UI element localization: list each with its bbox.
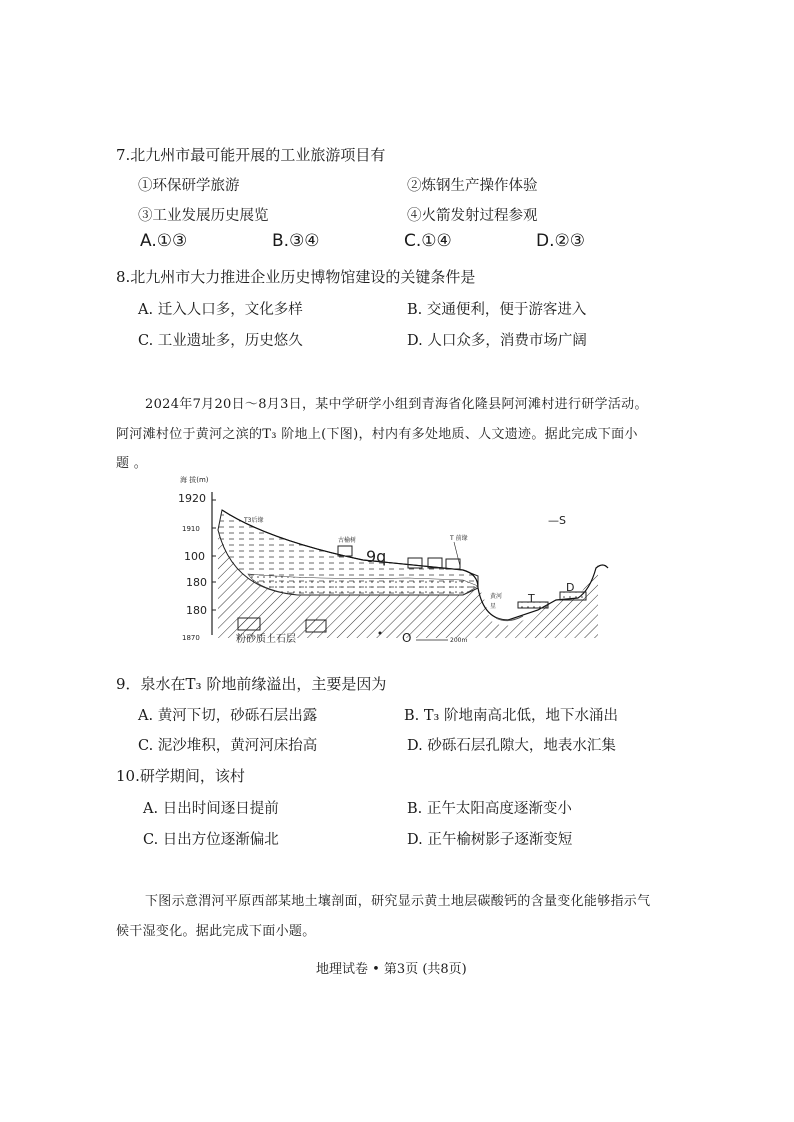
label-river: 黄河 [490, 593, 503, 600]
label-o: O [402, 631, 412, 645]
q9-stem: 9．泉水在T₃ 阶地前缘溢出，主要是因为 [116, 675, 387, 693]
q7-item-4: ④火箭发射过程参观 [407, 208, 538, 224]
q7-item-1: ①环保研学旅游 [138, 178, 240, 194]
q7-choice-a[interactable]: A.①③ [140, 231, 188, 251]
material1-line3: 题 。 [116, 456, 148, 471]
material1-line2: 阿河滩村位于黄河之滨的T₃ 阶地上(下图)，村内有多处地质、人文遗迹。据此完成下面小 [116, 427, 638, 442]
q9-choice-d[interactable]: D. 砂砾石层孔隙大，地表水汇集 [407, 738, 616, 754]
q8-choice-b[interactable]: B. 交通便利，便于游客进入 [407, 302, 587, 318]
legend-label: 粉砂质上石层 [236, 634, 296, 645]
terrace-profile-figure [178, 470, 618, 650]
q7-choice-d[interactable]: D.②③ [536, 231, 585, 251]
q7-item-3: ③工业发展历史展览 [138, 208, 269, 224]
q10-choice-b[interactable]: B. 正午太阳高度逐渐变小 [407, 801, 572, 817]
point-marker [379, 632, 382, 635]
q8-choice-c[interactable]: C. 工业遗址多，历史悠久 [138, 333, 303, 349]
q7-choice-b[interactable]: B.③④ [272, 231, 320, 251]
tick-1910: 1910 [182, 525, 200, 533]
q9-choice-c[interactable]: C. 泥沙堆积，黄河河床抬高 [138, 738, 318, 754]
q10-stem: 10.研学期间，该村 [116, 767, 245, 785]
label-t3-edge: T3后缘 [244, 517, 264, 524]
q10-choice-c[interactable]: C. 日出方位逐渐偏北 [143, 832, 279, 848]
tick-1870: 1870 [182, 634, 200, 642]
q7-item-2: ②炼钢生产操作体验 [407, 178, 538, 194]
q7-stem: 7.北九州市最可能开展的工业旅游项目有 [116, 146, 386, 164]
label-t: T [528, 592, 535, 605]
material2-line2: 候干湿变化。据此完成下面小题。 [116, 924, 316, 939]
label-t-front: T 前缘 [450, 535, 468, 542]
q10-choice-d[interactable]: D. 正午榆树影子逐渐变短 [407, 832, 573, 848]
label-ancient-elm: 古榆树 [338, 537, 357, 544]
label-d: D [566, 581, 575, 594]
material1-line1: 2024年7月20日～8月3日，某中学研学小组到青海省化隆县阿河滩村进行研学活动。 [145, 397, 648, 412]
q8-stem: 8.北九州市大力推进企业历史博物馆建设的关键条件是 [116, 268, 476, 286]
scale-label: 200m [450, 637, 468, 644]
page-footer: 地理试卷 • 第3页 (共8页) [316, 962, 467, 977]
q9-choice-a[interactable]: A. 黄河下切，砂砾石层出露 [138, 708, 318, 724]
q8-choice-d[interactable]: D. 人口众多，消费市场广阔 [407, 333, 587, 349]
q10-choice-a[interactable]: A. 日出时间逐日提前 [143, 801, 279, 817]
label-s: —S [548, 514, 566, 527]
q7-choice-c[interactable]: C.①④ [404, 231, 452, 251]
label-nine-q: 9q [366, 547, 387, 566]
tick-180b: 180 [186, 604, 207, 617]
q8-choice-a[interactable]: A. 迁入人口多，文化多样 [138, 302, 303, 318]
tick-180a: 180 [186, 576, 207, 589]
leader-line [454, 542, 460, 566]
legend-swatch-hatch [238, 618, 260, 630]
legend-swatch-bedrock [306, 620, 326, 632]
material2-line1: 下图示意渭河平原西部某地土壤剖面，研究显示黄土地层碳酸钙的含量变化能够指示气 [145, 894, 651, 909]
q9-choice-b[interactable]: B. T₃ 阶地南高北低，地下水涌出 [404, 708, 618, 724]
tick-1920: 1920 [178, 492, 206, 505]
house-icon [446, 559, 460, 569]
y-axis-title: 海 拔(m) [180, 476, 209, 484]
label-river-2: 星 [490, 603, 497, 610]
tick-100: 100 [184, 550, 205, 563]
